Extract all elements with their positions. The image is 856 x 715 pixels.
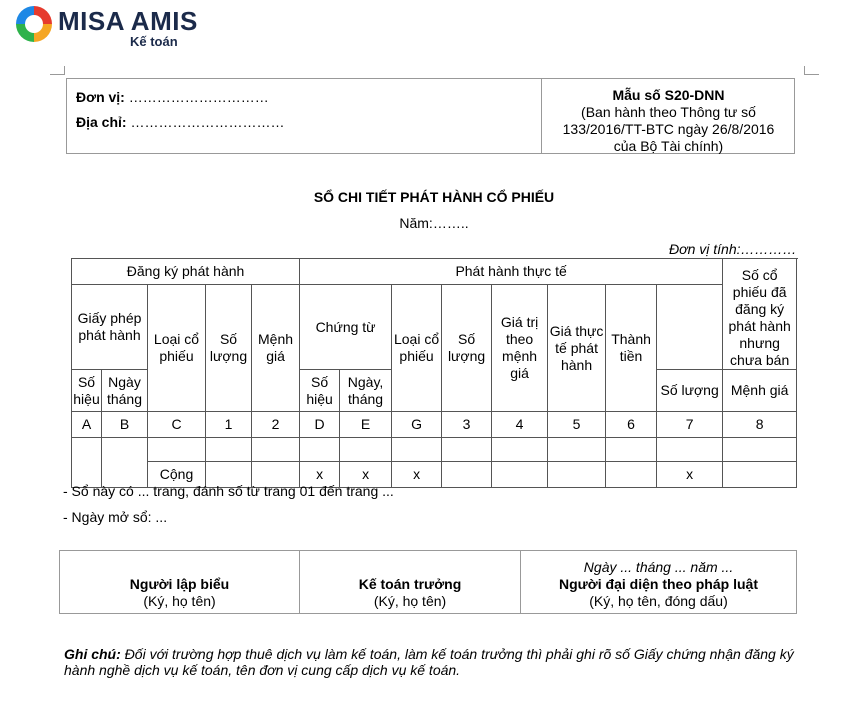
- header-stock-type: Loại cổ phiếu: [148, 285, 206, 412]
- empty-cell: [492, 438, 548, 462]
- empty-cell: [442, 438, 492, 462]
- form-note-3: của Bộ Tài chính): [613, 138, 724, 154]
- issuance-ledger-table: [71, 258, 797, 488]
- header-voucher: Chứng từ: [300, 285, 392, 370]
- currency-unit: Đơn vị tính:…………: [669, 241, 797, 257]
- empty-cell: [340, 438, 392, 462]
- header-register: Đăng ký phát hành: [72, 259, 300, 285]
- empty-cell: [548, 462, 606, 488]
- header-voucher-date: Ngày, tháng: [340, 370, 392, 412]
- header-stock-type-2: Loại cổ phiếu: [392, 285, 442, 412]
- form-info: [542, 87, 795, 155]
- table-row: [72, 438, 797, 462]
- header-actual: Phát hành thực tế: [300, 259, 723, 285]
- chief-accountant-title: Kế toán trưởng: [358, 576, 462, 592]
- code-cell: 2: [252, 412, 300, 438]
- signature-date-line: Ngày ... tháng ... năm ...: [583, 559, 734, 575]
- form-note-1: (Ban hành theo Thông tư số: [581, 104, 756, 120]
- header-quantity-2: Số lượng: [442, 285, 492, 412]
- code-cell: 8: [723, 412, 797, 438]
- x-mark: x: [657, 462, 723, 488]
- chief-accountant-note: (Ký, họ tên): [373, 593, 447, 609]
- code-cell: A: [72, 412, 102, 438]
- footnote-label: Ghi chú:: [64, 646, 121, 662]
- empty-cell: [492, 462, 548, 488]
- code-cell: 5: [548, 412, 606, 438]
- header-par-3: Mệnh giá: [723, 370, 797, 412]
- code-cell: 4: [492, 412, 548, 438]
- header-quantity-3: Số lượng: [657, 370, 723, 412]
- empty-cell: [657, 438, 723, 462]
- preparer-title: Người lập biểu: [129, 576, 230, 592]
- unit-value: …………………………: [128, 89, 269, 105]
- header-voucher-no: Số hiệu: [300, 370, 340, 412]
- code-cell: G: [392, 412, 442, 438]
- code-cell: 1: [206, 412, 252, 438]
- empty-cell: [148, 438, 206, 462]
- empty-cell: [102, 438, 148, 488]
- footnote-text: Đối với trường hợp thuê dịch vụ làm kế toán, làm kế toán trưởng thì phải ghi rõ số Giấy chứng nhận đăng ký hành nghề dịch vụ kế toán, tên đơn vị cung cấp dịch vụ kế toán.: [64, 646, 794, 678]
- note-pages: - Sổ này có ... trang, đánh số từ trang 01 đến trang ...: [63, 483, 394, 499]
- header-par-value: Giá trị theo mệnh giá: [492, 285, 548, 412]
- footnote: [64, 646, 794, 678]
- header-amount: Thành tiền: [606, 285, 657, 412]
- brand-name: MISA AMIS: [58, 6, 198, 36]
- header-par: Mệnh giá: [252, 285, 300, 412]
- header-date: Ngày tháng: [102, 370, 148, 412]
- page-title: SỔ CHI TIẾT PHÁT HÀNH CỔ PHIẾU: [313, 189, 555, 205]
- address-line: [76, 114, 284, 130]
- x-mark: x: [300, 462, 340, 488]
- code-cell: E: [340, 412, 392, 438]
- form-note-2: 133/2016/TT-BTC ngày 26/8/2016: [562, 121, 775, 137]
- form-code: Mẫu số S20-DNN: [612, 87, 725, 103]
- code-cell: 3: [442, 412, 492, 438]
- signature-preparer: [60, 551, 300, 614]
- signature-chief-accountant: [300, 551, 521, 614]
- header-license: Giấy phép phát hành: [72, 285, 148, 370]
- signature-legal-rep: [521, 551, 797, 614]
- code-cell: 6: [606, 412, 657, 438]
- empty-cell: [252, 438, 300, 462]
- header-number: Số hiệu: [72, 370, 102, 412]
- header-unissued: Số cổ phiếu đã đăng ký phát hành nhưng chưa bán: [723, 259, 797, 370]
- empty-cell: [72, 438, 102, 488]
- unit-label: Đơn vị:: [76, 89, 125, 105]
- empty-cell: [548, 438, 606, 462]
- brand-subtitle: Kế toán: [130, 34, 178, 49]
- code-cell: D: [300, 412, 340, 438]
- code-cell: B: [102, 412, 148, 438]
- header-issue-price: Giá thực tế phát hành: [548, 285, 606, 412]
- year-line: Năm:……..: [399, 215, 469, 231]
- empty-cell: [442, 462, 492, 488]
- x-mark: x: [392, 462, 442, 488]
- empty-cell: [300, 438, 340, 462]
- empty-cell: [392, 438, 442, 462]
- address-value: ……………………………: [130, 114, 285, 130]
- code-cell: 7: [657, 412, 723, 438]
- preparer-note: (Ký, họ tên): [143, 593, 216, 609]
- signature-table: [59, 550, 797, 614]
- empty-cell: [606, 462, 657, 488]
- empty-cell: [723, 438, 797, 462]
- column-code-row: [72, 412, 797, 438]
- page-corner-mark-left: [50, 66, 65, 75]
- empty-cell: [606, 438, 657, 462]
- legal-rep-note: (Ký, họ tên, đóng dấu): [589, 593, 728, 609]
- header-quantity: Số lượng: [206, 285, 252, 412]
- empty-cell: [723, 462, 797, 488]
- x-mark: x: [340, 462, 392, 488]
- code-cell: C: [148, 412, 206, 438]
- empty-cell: [206, 438, 252, 462]
- legal-rep-title: Người đại diện theo pháp luật: [559, 576, 758, 592]
- address-label: Địa chỉ:: [76, 114, 127, 130]
- note-open-date: - Ngày mở sổ: ...: [63, 509, 168, 525]
- page-corner-mark-right: [804, 66, 819, 75]
- unit-line: [76, 89, 269, 105]
- total-label: Cộng: [148, 462, 206, 488]
- misa-logo-icon: [16, 6, 52, 42]
